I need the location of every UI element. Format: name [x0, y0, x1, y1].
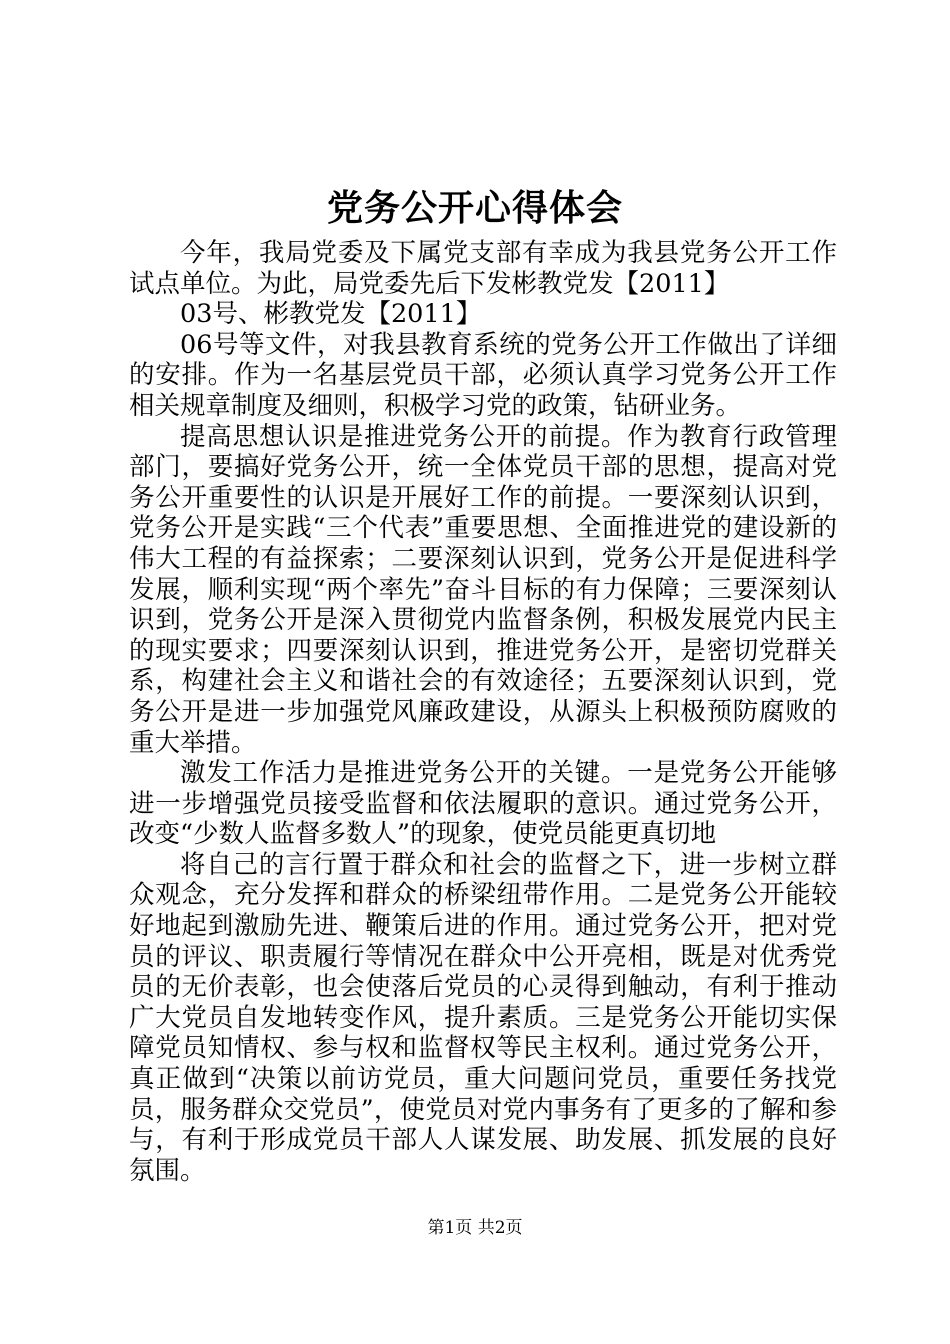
paragraph: 03号、彬教党发【2011】	[180, 299, 482, 330]
paragraph: 今年，我局党委及下属党支部有幸成为我县党务公开工作试点单位。为此，局党委先后下发彬教党发【2011】	[129, 238, 837, 299]
page-footer: 第1页 共2页	[427, 1218, 523, 1238]
paragraph: 激发工作活力是推进党务公开的关键。一是党务公开能够进一步增强党员接受监督和依法履职的意识。通过党务公开，改变“少数人监督多数人”的现象，使党员能更真切地	[129, 758, 837, 850]
paragraph: 将自己的言行置于群众和社会的监督之下，进一步树立群众观念，充分发挥和群众的桥梁纽带作用。二是党务公开能较好地起到激励先进、鞭策后进的作用。通过党务公开，把对党员的评议、职责履行等情况在群众中公开亮相，既是对优秀党员的无价表彰，也会使落后党员的心灵得到触动，有利于推动广大党员自发地转变作风，提升素质。三是党务公开能切实保障党员知情权、参与权和监督权等民主权利。通过党务公开，真正做到“决策以前访党员，重大问题问党员，重要任务找党员，服务群众交党员”，使党员对党内事务有了更多的了解和参与，有利于形成党员干部人人谋发展、助发展、抓发展的良好氛围。	[129, 849, 837, 1186]
document-title: 党务公开心得体会	[326, 187, 623, 229]
paragraph: 提高思想认识是推进党务公开的前提。作为教育行政管理部门，要搞好党务公开，统一全体党员干部的思想，提高对党务公开重要性的认识是开展好工作的前提。一要深刻认识到，党务公开是实践“三个代表”重要思想、全面推进党的建设新的伟大工程的有益探索；二要深刻认识到，党务公开是促进科学发展，顺利实现“两个率先”奋斗目标的有力保障；三要深刻认识到，党务公开是深入贯彻党内监督条例，积极发展党内民主的现实要求；四要深刻认识到，推进党务公开，是密切党群关系，构建社会主义和谐社会的有效途径；五要深刻认识到，党务公开是进一步加强党风廉政建设，从源头上积极预防腐败的重大举措。	[129, 421, 837, 758]
document-body	[129, 238, 837, 1186]
paragraph: 06号等文件，对我县教育系统的党务公开工作做出了详细的安排。作为一名基层党员干部，必须认真学习党务公开工作相关规章制度及细则，积极学习党的政策，钻研业务。	[129, 329, 837, 421]
